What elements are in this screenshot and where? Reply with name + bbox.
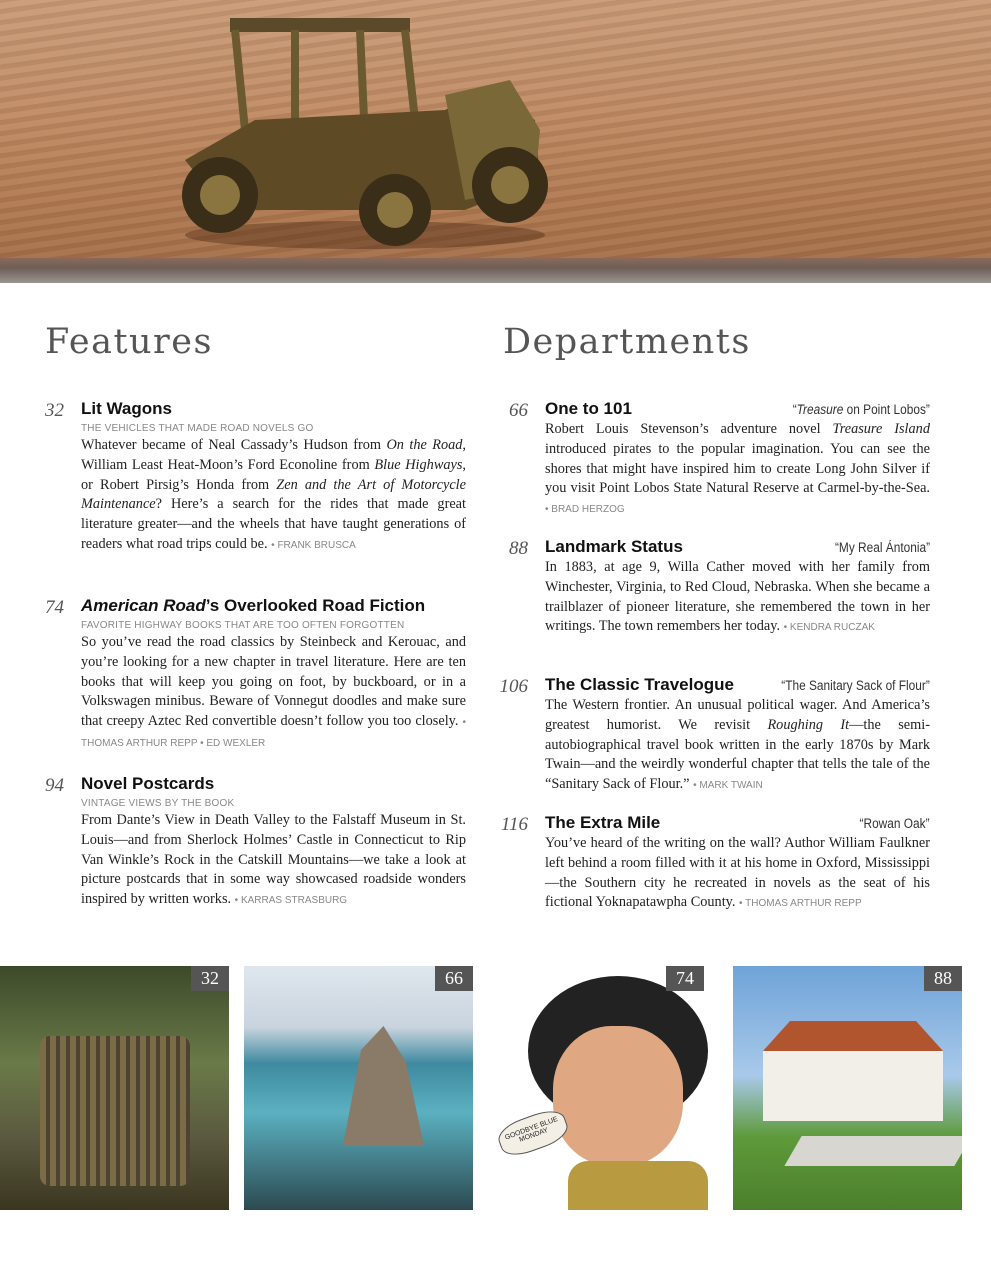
feature-description xyxy=(81,811,466,911)
text-segment: You’ve heard of the writing on the wall? Author William Faulkner left behind a room filled with it at his home in Oxford, Mississippi—the Southern city he recreated in novels as the seat of his fictional Yoknapatawpha County. xyxy=(545,835,930,911)
text-segment: introduced pirates to the popular imagination. You can see the shores that might have inspired him to create Long John Silver if you visit Point Lobos State Natural Reserve at Carmel-by-the-Sea. xyxy=(545,440,930,497)
department-description xyxy=(545,696,930,796)
sidewalk xyxy=(784,1136,962,1166)
page-badge: 74 xyxy=(666,966,704,991)
department-subtitle xyxy=(781,678,930,693)
text-segment: ? Here’s a search for the rides that made great literature greater—and the wheels that have taught generations of readers what road trips could be. xyxy=(81,496,466,552)
text-segment: , William Least Heat-Moon’s Ford Econoline from xyxy=(81,437,466,473)
text-segment: on Point Lobos” xyxy=(843,402,930,417)
department-description xyxy=(545,558,930,638)
departments-heading: Departments xyxy=(503,322,751,362)
department-title: One to 101 xyxy=(545,399,632,418)
page-number: 116 xyxy=(500,814,528,835)
page-badge: 66 xyxy=(435,966,473,991)
page-badge: 88 xyxy=(924,966,962,991)
department-title: Landmark Status xyxy=(545,537,683,556)
department-description xyxy=(545,420,930,520)
feature-entry[interactable] xyxy=(45,398,466,556)
text-segment: “ xyxy=(792,402,797,417)
truck-grille xyxy=(40,1036,190,1186)
italic-text: On the Road xyxy=(386,437,463,453)
feature-title xyxy=(81,595,466,617)
department-title: The Classic Travelogue xyxy=(545,675,734,694)
text-segment: Robert Louis Stevenson’s adventure novel xyxy=(545,421,833,437)
caricature-sign: GOODBYE BLUE MONDAY xyxy=(498,1105,572,1161)
photo-cather-house[interactable] xyxy=(733,966,962,1210)
text-segment: —the semi-autobiographical travel book written in the early 1870s by Mark Twain—and the weirdly wonderful chapter that tells the tale of the “Sanitary Sack of Flour.” xyxy=(545,716,930,793)
hero-image-toy-car xyxy=(0,0,991,283)
italic-text: Roughing It xyxy=(767,716,850,733)
caricature-jacket xyxy=(568,1161,708,1210)
text-segment: In 1883, at age 9, Willa Cather moved with her family from Winchester, Virginia, to Red Cloud, Nebraska. When she became a trailblazer of pioneer literature, she remembered the town in her writings. The town remembers her today. xyxy=(545,559,930,635)
house-roof xyxy=(763,1021,943,1051)
photo-abandoned-truck[interactable] xyxy=(0,966,229,1210)
page-number: 66 xyxy=(509,400,528,421)
page-badge: 32 xyxy=(191,966,229,991)
text-segment: “My Real Ántonia” xyxy=(834,540,930,555)
department-description xyxy=(545,834,930,914)
page-number: 74 xyxy=(45,597,64,618)
italic-text: Treasure Island xyxy=(832,421,930,437)
department-entry[interactable] xyxy=(500,812,930,914)
italic-text: Treasure xyxy=(796,402,844,417)
text-segment: “Rowan Oak” xyxy=(860,816,930,831)
feature-subtitle: VINTAGE VIEWS BY THE BOOK xyxy=(81,798,235,809)
department-entry[interactable] xyxy=(509,536,930,638)
author-credit: • BRAD HERZOG xyxy=(545,504,625,516)
photo-vonnegut-caricature[interactable] xyxy=(498,966,718,1210)
text-segment: The Western frontier. An unusual political wager. And America’s greatest humorist. We revisit xyxy=(545,697,930,733)
department-subtitle xyxy=(793,402,930,417)
feature-title xyxy=(81,398,466,420)
toy-car-illustration xyxy=(165,10,555,250)
feature-subtitle: FAVORITE HIGHWAY BOOKS THAT ARE TOO OFTEN FORGOTTEN xyxy=(81,620,405,631)
feature-title xyxy=(81,773,466,795)
table-edge xyxy=(0,258,991,283)
department-entry[interactable] xyxy=(509,398,930,520)
text-segment: From Dante’s View in Death Valley to the Falstaff Museum in St. Louis—and from Sherlock Holmes’ Castle in Connecticut to Rip Van Winkle’s Rock in the Catskill Mountains—we take a look at picture postcards that in some way showcased roadside wonders inspired by written works. xyxy=(81,812,466,908)
italic-text: Blue Highways xyxy=(374,456,463,473)
text-segment: So you’ve read the road classics by Steinbeck and Kerouac, and you’re looking for a new chapter in travel literature. Here are ten books that will keep you going on foot, by buckboard, or in a Volkswagen minibus. Beware of Vonnegut doodles and make sure that creepy Aztec Red convertible doesn’t follow you too closely. xyxy=(81,634,466,730)
text-segment: ’s Overlooked Road Fiction xyxy=(205,596,426,615)
author-credit: • THOMAS ARTHUR REPP xyxy=(739,898,862,910)
author-credit: • MARK TWAIN xyxy=(693,780,763,792)
feature-description xyxy=(81,633,466,754)
text-segment: Whatever became of Neal Cassady’s Hudson from xyxy=(81,437,387,453)
page-number: 32 xyxy=(45,400,64,421)
text-segment: Lit Wagons xyxy=(81,399,172,418)
italic-text: Zen and the Art of Motorcycle Maintenance xyxy=(81,476,466,513)
caricature-face xyxy=(553,1026,683,1166)
page-number: 88 xyxy=(509,538,528,559)
text-segment: Novel Postcards xyxy=(81,774,215,793)
house-wall xyxy=(763,1051,943,1121)
text-segment: , or Robert Pirsig’s Honda from xyxy=(81,456,466,493)
author-credit: • KENDRA RUCZAK xyxy=(783,622,875,634)
rock-formation xyxy=(334,1026,424,1146)
feature-subtitle: THE VEHICLES THAT MADE ROAD NOVELS GO xyxy=(81,423,314,434)
department-title: The Extra Mile xyxy=(545,813,661,832)
author-credit: • THOMAS ARTHUR REPP • ED WEXLER xyxy=(81,717,466,749)
author-credit: • FRANK BRUSCA xyxy=(271,539,356,551)
photo-point-lobos[interactable] xyxy=(244,966,473,1210)
feature-description xyxy=(81,436,466,556)
author-credit: • KARRAS STRASBURG xyxy=(234,895,348,907)
department-entry[interactable] xyxy=(499,674,930,796)
department-subtitle xyxy=(835,540,930,555)
features-heading: Features xyxy=(45,322,213,362)
page-number: 94 xyxy=(45,775,64,796)
page-number: 106 xyxy=(499,676,528,697)
feature-entry[interactable] xyxy=(45,595,466,754)
feature-entry[interactable] xyxy=(45,773,466,911)
department-subtitle xyxy=(860,816,930,831)
text-segment: “The Sanitary Sack of Flour” xyxy=(781,678,930,693)
italic-text: American Road xyxy=(81,596,206,615)
